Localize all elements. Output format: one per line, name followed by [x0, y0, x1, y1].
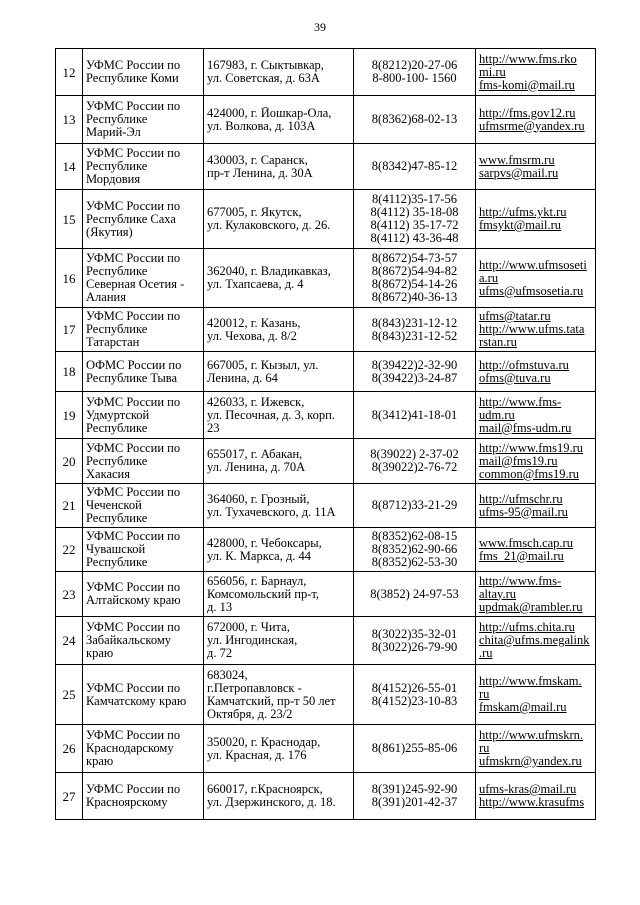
phones-line: 8(8672)54-94-82: [371, 265, 458, 278]
address-line: ул. Советская, д. 63А: [207, 72, 320, 85]
office-name-line: Марий-Эл: [86, 126, 141, 139]
office-name-line: УФМС России по: [86, 147, 181, 160]
address-line: Камчатский, пр-т 50 лет: [207, 694, 336, 708]
table-row: [56, 725, 596, 773]
web-contacts-line[interactable]: common@fms19.ru: [479, 467, 580, 481]
office-name-line: УФМС России по: [86, 441, 181, 455]
row-number-cell: 17: [56, 308, 83, 352]
office-name-line: Республике: [86, 512, 148, 525]
address-cell: [204, 96, 354, 144]
address-cell: [204, 572, 354, 617]
web-contacts-line[interactable]: fms_21@mail.ru: [479, 549, 564, 563]
phones-cell: [354, 725, 476, 773]
office-name-line: Красноярскому: [86, 796, 168, 809]
web-contacts-cell: [476, 439, 596, 484]
web-contacts-cell: [476, 144, 596, 190]
phones-line: 8(39022) 2-37-02: [370, 448, 459, 461]
row-number-cell: 26: [56, 725, 83, 773]
address-cell: [204, 144, 354, 190]
office-name-cell: [83, 308, 204, 352]
office-name-cell: [83, 665, 204, 725]
web-contacts-line[interactable]: http://ufmschr.ru: [479, 492, 563, 506]
table-row: [56, 617, 596, 665]
office-name-cell: [83, 528, 204, 572]
office-name-line: ОФМС России по: [86, 358, 182, 372]
address-line: 660017, г.Красноярск,: [207, 783, 323, 796]
phones-line: 8-800-100- 1560: [372, 72, 457, 85]
phones-cell: [354, 308, 476, 352]
address-cell: [204, 665, 354, 725]
web-contacts-line[interactable]: ru: [479, 688, 490, 701]
office-name-line: УФМС России по: [86, 252, 181, 265]
office-name-cell: [83, 484, 204, 528]
office-name-line: Республике Коми: [86, 72, 179, 85]
phones-line: 8(843)231-12-52: [371, 329, 458, 343]
address-line: ул. К. Маркса, д. 44: [207, 549, 312, 563]
table-row: [56, 96, 596, 144]
address-cell: [204, 617, 354, 665]
address-line: ул. Волкова, д. 103А: [207, 119, 316, 133]
web-contacts-cell: [476, 308, 596, 352]
row-number-cell: 15: [56, 190, 83, 249]
web-contacts-line[interactable]: http://www.fms-: [479, 395, 562, 409]
phones-cell: [354, 528, 476, 572]
web-contacts-line[interactable]: fmsykt@mail.ru: [479, 219, 561, 232]
office-name-line: УФМС России по: [86, 395, 181, 409]
address-line: 667005, г. Кызыл, ул.: [207, 358, 319, 372]
office-name-line: Республике: [86, 113, 148, 126]
web-contacts-line[interactable]: ufms@ufmsosetia.ru: [479, 284, 584, 298]
address-cell: [204, 725, 354, 773]
address-line: 428000, г. Чебоксары,: [207, 536, 322, 550]
office-name-line: УФМС России по: [86, 530, 181, 543]
phones-line: 8(4112) 35-18-08: [370, 206, 459, 219]
address-line: ул. Красная, д. 176: [207, 748, 307, 762]
office-name-line: Чеченской: [86, 499, 142, 512]
phones-line: 8(8672)40-36-13: [371, 291, 458, 304]
row-number-cell: 22: [56, 528, 83, 572]
phones-line: 8(4152)26-55-01: [371, 681, 458, 695]
web-contacts-line[interactable]: http://ufms.ykt.ru: [479, 206, 567, 219]
web-contacts-cell: [476, 572, 596, 617]
web-contacts-cell: [476, 190, 596, 249]
web-contacts-line[interactable]: www.fmsch.cap.ru: [479, 536, 573, 550]
address-line: ул. Чехова, д. 8/2: [207, 329, 297, 343]
address-line: 420012, г. Казань,: [207, 316, 301, 330]
web-contacts-line[interactable]: chita@ufms.megalink: [479, 634, 590, 647]
office-name-line: Камчатскому краю: [86, 694, 187, 708]
address-cell: [204, 773, 354, 820]
web-contacts-line[interactable]: http://ofmstuva.ru: [479, 358, 569, 372]
phones-line: 8(8712)33-21-29: [371, 499, 458, 512]
web-contacts-line[interactable]: rstan.ru: [479, 336, 517, 349]
table-row: [56, 439, 596, 484]
web-contacts-line[interactable]: fms-komi@mail.ru: [479, 78, 575, 92]
office-name-cell: [83, 392, 204, 439]
office-name-line: Республике: [86, 323, 148, 336]
web-contacts-cell: [476, 773, 596, 820]
row-number-cell: 13: [56, 96, 83, 144]
web-contacts-line[interactable]: ufmskrn@yandex.ru: [479, 755, 582, 768]
table-row: [56, 773, 596, 820]
web-contacts-line[interactable]: mail@fms-udm.ru: [479, 421, 572, 435]
office-name-line: Алтайскому краю: [86, 594, 181, 607]
phones-line: 8(8342)47-85-12: [371, 160, 458, 173]
phones-cell: [354, 49, 476, 96]
row-number-cell: 18: [56, 352, 83, 392]
table-row: [56, 190, 596, 249]
phones-cell: [354, 144, 476, 190]
address-line: 672000, г. Чита,: [207, 621, 290, 634]
web-contacts-line[interactable]: a.ru: [479, 271, 499, 285]
web-contacts-line[interactable]: ufmsrme@yandex.ru: [479, 119, 585, 133]
web-contacts-line[interactable]: altay.ru: [479, 587, 517, 601]
address-line: пр-т Ленина, д. 30А: [207, 166, 313, 180]
office-name-line: Мордовия: [86, 173, 141, 186]
office-name-line: Северная Осетия -: [86, 278, 185, 291]
web-contacts-line[interactable]: www.fmsrm.ru: [479, 153, 555, 167]
office-name-cell: [83, 725, 204, 773]
phones-line: 8(4112)35-17-56: [372, 193, 457, 206]
web-contacts-line[interactable]: http://www.fms-: [479, 574, 562, 588]
phones-line: 8(4112) 43-36-48: [370, 232, 459, 245]
web-contacts-cell: [476, 392, 596, 439]
phones-line: 8(3022)35-32-01: [371, 627, 458, 641]
phones-cell: [354, 773, 476, 820]
phones-line: 8(4112) 35-17-72: [370, 219, 459, 232]
address-line: 655017, г. Абакан,: [207, 448, 303, 461]
phones-line: 8(8352)62-08-15: [371, 530, 458, 543]
table-row: [56, 665, 596, 725]
phones-cell: [354, 484, 476, 528]
phones-cell: [354, 190, 476, 249]
address-line: 364060, г. Грозный,: [207, 492, 310, 506]
web-contacts-line[interactable]: http://www.fms.rko: [479, 52, 577, 66]
office-name-line: Республике: [86, 265, 148, 278]
fms-directory-table: [55, 48, 596, 820]
phones-line: 8(8352)62-90-66: [371, 543, 458, 556]
office-name-cell: [83, 617, 204, 665]
office-name-cell: [83, 96, 204, 144]
table-row: [56, 308, 596, 352]
phones-line: 8(39422)3-24-87: [371, 371, 458, 385]
row-number-cell: 14: [56, 144, 83, 190]
table-row: [56, 528, 596, 572]
address-line: 656056, г. Барнаул,: [207, 574, 307, 588]
office-name-line: краю: [86, 755, 114, 768]
address-line: ул. Ленина, д. 70А: [207, 461, 306, 474]
table-row: [56, 49, 596, 96]
office-name-line: Забайкальскому: [86, 634, 172, 647]
web-contacts-cell: [476, 665, 596, 725]
address-line: Комсомольский пр-т,: [207, 587, 320, 601]
phones-cell: [354, 439, 476, 484]
address-line: ул. Дзержинского, д. 18.: [207, 796, 336, 809]
web-contacts-line[interactable]: udm.ru: [479, 408, 515, 422]
address-cell: [204, 308, 354, 352]
address-cell: [204, 352, 354, 392]
phones-cell: [354, 572, 476, 617]
address-cell: [204, 190, 354, 249]
row-number-cell: 23: [56, 572, 83, 617]
phones-cell: [354, 96, 476, 144]
web-contacts-line[interactable]: fmskam@mail.ru: [479, 701, 567, 714]
web-contacts-line[interactable]: sarpvs@mail.ru: [479, 166, 559, 180]
web-contacts-line[interactable]: http://fms.gov12.ru: [479, 106, 576, 120]
table-row: [56, 572, 596, 617]
web-contacts-line[interactable]: http://ufms.chita.ru: [479, 621, 575, 634]
address-line: ул. Ингодинская,: [207, 634, 298, 647]
office-name-line: Республике: [86, 556, 148, 569]
office-name-line: Республике Тыва: [86, 371, 178, 385]
web-contacts-cell: [476, 484, 596, 528]
office-name-line: Алания: [86, 291, 126, 304]
office-name-line: УФМС России по: [86, 486, 181, 499]
phones-line: 8(843)231-12-12: [371, 316, 458, 330]
address-line: д. 72: [207, 647, 233, 660]
web-contacts-line[interactable]: .ru: [479, 647, 493, 660]
phones-cell: [354, 249, 476, 308]
office-name-line: Республике: [86, 454, 148, 468]
office-name-line: Татарстан: [86, 336, 140, 349]
office-name-line: Чувашской: [86, 543, 146, 556]
phones-line: 8(4152)23-10-83: [371, 694, 458, 708]
web-contacts-line[interactable]: http://www.fms19.ru: [479, 441, 584, 455]
office-name-line: УФМС России по: [86, 199, 181, 213]
address-line: ул. Тхапсаева, д. 4: [207, 278, 304, 291]
web-contacts-cell: [476, 528, 596, 572]
office-name-cell: [83, 249, 204, 308]
address-line: 23: [207, 421, 220, 435]
address-line: ул. Песочная, д. 3, корп.: [207, 408, 335, 422]
phones-line: 8(8212)20-27-06: [371, 59, 458, 72]
office-name-line: УФМС России по: [86, 729, 181, 742]
address-line: 677005, г. Якутск,: [207, 206, 302, 219]
phones-line: 8(8672)54-14-26: [371, 278, 458, 291]
web-contacts-line[interactable]: mail@fms19.ru: [479, 454, 558, 468]
address-cell: [204, 392, 354, 439]
office-name-line: (Якутия): [86, 225, 133, 239]
office-name-line: УФМС России по: [86, 581, 181, 594]
web-contacts-cell: [476, 96, 596, 144]
office-name-cell: [83, 572, 204, 617]
office-name-line: Республике: [86, 421, 148, 435]
office-name-cell: [83, 352, 204, 392]
office-name-cell: [83, 190, 204, 249]
address-line: Октября, д. 23/2: [207, 707, 293, 721]
web-contacts-line[interactable]: http://www.ufmskrn.: [479, 729, 584, 742]
table-row: [56, 249, 596, 308]
web-contacts-cell: [476, 725, 596, 773]
phones-cell: [354, 352, 476, 392]
office-name-line: краю: [86, 647, 114, 660]
address-cell: [204, 439, 354, 484]
phones-line: 8(39022)2-76-72: [371, 461, 458, 474]
page-number: 39: [314, 20, 326, 34]
web-contacts-cell: [476, 617, 596, 665]
web-contacts-line[interactable]: ufms-95@mail.ru: [479, 505, 568, 519]
web-contacts-line[interactable]: http://www.krasufms: [479, 796, 585, 809]
row-number-cell: 19: [56, 392, 83, 439]
office-name-cell: [83, 144, 204, 190]
web-contacts-line[interactable]: ru: [479, 742, 490, 755]
row-number-cell: 25: [56, 665, 83, 725]
web-contacts-line[interactable]: http://www.ufms.tata: [479, 323, 585, 336]
row-number-cell: 21: [56, 484, 83, 528]
row-number-cell: 27: [56, 773, 83, 820]
web-contacts-line[interactable]: ufms-kras@mail.ru: [479, 783, 577, 796]
row-number-cell: 16: [56, 249, 83, 308]
office-name-cell: [83, 49, 204, 96]
address-line: 424000, г. Йошкар-Ола,: [207, 106, 332, 120]
office-name-line: Республике Саха: [86, 212, 176, 226]
web-contacts-line[interactable]: ofms@tuva.ru: [479, 371, 551, 385]
web-contacts-line[interactable]: http://www.fmskam.: [479, 675, 582, 688]
table-row: [56, 144, 596, 190]
phones-line: 8(3852) 24-97-53: [370, 587, 459, 601]
address-line: ул. Тухачевского, д. 11А: [207, 505, 336, 519]
address-line: ул. Кулаковского, д. 26.: [207, 219, 331, 232]
office-name-line: УФМС России по: [86, 59, 181, 72]
office-name-cell: [83, 773, 204, 820]
office-name-line: УФМС России по: [86, 783, 181, 796]
phones-line: 8(39422)2-32-90: [371, 358, 458, 372]
web-contacts-line[interactable]: http://www.ufmsoseti: [479, 258, 587, 272]
office-name-line: УФМС России по: [86, 681, 181, 695]
address-line: г.Петропавловск -: [207, 681, 302, 695]
row-number-cell: 12: [56, 49, 83, 96]
web-contacts-cell: [476, 49, 596, 96]
address-line: 430003, г. Саранск,: [207, 153, 308, 167]
phones-line: 8(391)245-92-90: [371, 783, 458, 796]
row-number-cell: 20: [56, 439, 83, 484]
web-contacts-line[interactable]: ufms@tatar.ru: [479, 310, 551, 323]
office-name-line: УФМС России по: [86, 100, 181, 113]
table-row: [56, 352, 596, 392]
address-cell: [204, 484, 354, 528]
office-name-line: УФМС России по: [86, 621, 181, 634]
web-contacts-line[interactable]: mi.ru: [479, 65, 506, 79]
address-line: 362040, г. Владикавказ,: [207, 265, 331, 278]
phones-line: 8(8672)54-73-57: [371, 252, 458, 265]
address-cell: [204, 49, 354, 96]
address-line: 167983, г. Сыктывкар,: [207, 59, 324, 72]
phones-line: 8(3412)41-18-01: [371, 408, 458, 422]
address-line: д. 13: [207, 600, 233, 614]
phones-line: 8(3022)26-79-90: [371, 640, 458, 654]
address-line: 426033, г. Ижевск,: [207, 395, 305, 409]
phones-line: 8(391)201-42-37: [371, 796, 458, 809]
phones-cell: [354, 665, 476, 725]
table-row: [56, 484, 596, 528]
web-contacts-cell: [476, 249, 596, 308]
office-name-line: Хакасия: [86, 467, 130, 481]
address-line: 350020, г. Краснодар,: [207, 735, 321, 749]
office-name-line: Республике: [86, 160, 148, 173]
web-contacts-line[interactable]: updmak@rambler.ru: [479, 600, 583, 614]
address-line: Ленина, д. 64: [207, 371, 278, 385]
address-cell: [204, 528, 354, 572]
phones-line: 8(861)255-85-06: [371, 742, 458, 755]
office-name-cell: [83, 439, 204, 484]
address-cell: [204, 249, 354, 308]
row-number-cell: 24: [56, 617, 83, 665]
office-name-line: Краснодарскому: [86, 742, 174, 755]
office-name-line: УФМС России по: [86, 310, 181, 323]
phones-cell: [354, 392, 476, 439]
table-row: [56, 392, 596, 439]
address-line: 683024,: [207, 668, 248, 682]
web-contacts-cell: [476, 352, 596, 392]
office-name-line: Удмуртской: [86, 408, 150, 422]
phones-cell: [354, 617, 476, 665]
phones-line: 8(8362)68-02-13: [371, 113, 458, 126]
phones-line: 8(8352)62-53-30: [371, 556, 458, 569]
